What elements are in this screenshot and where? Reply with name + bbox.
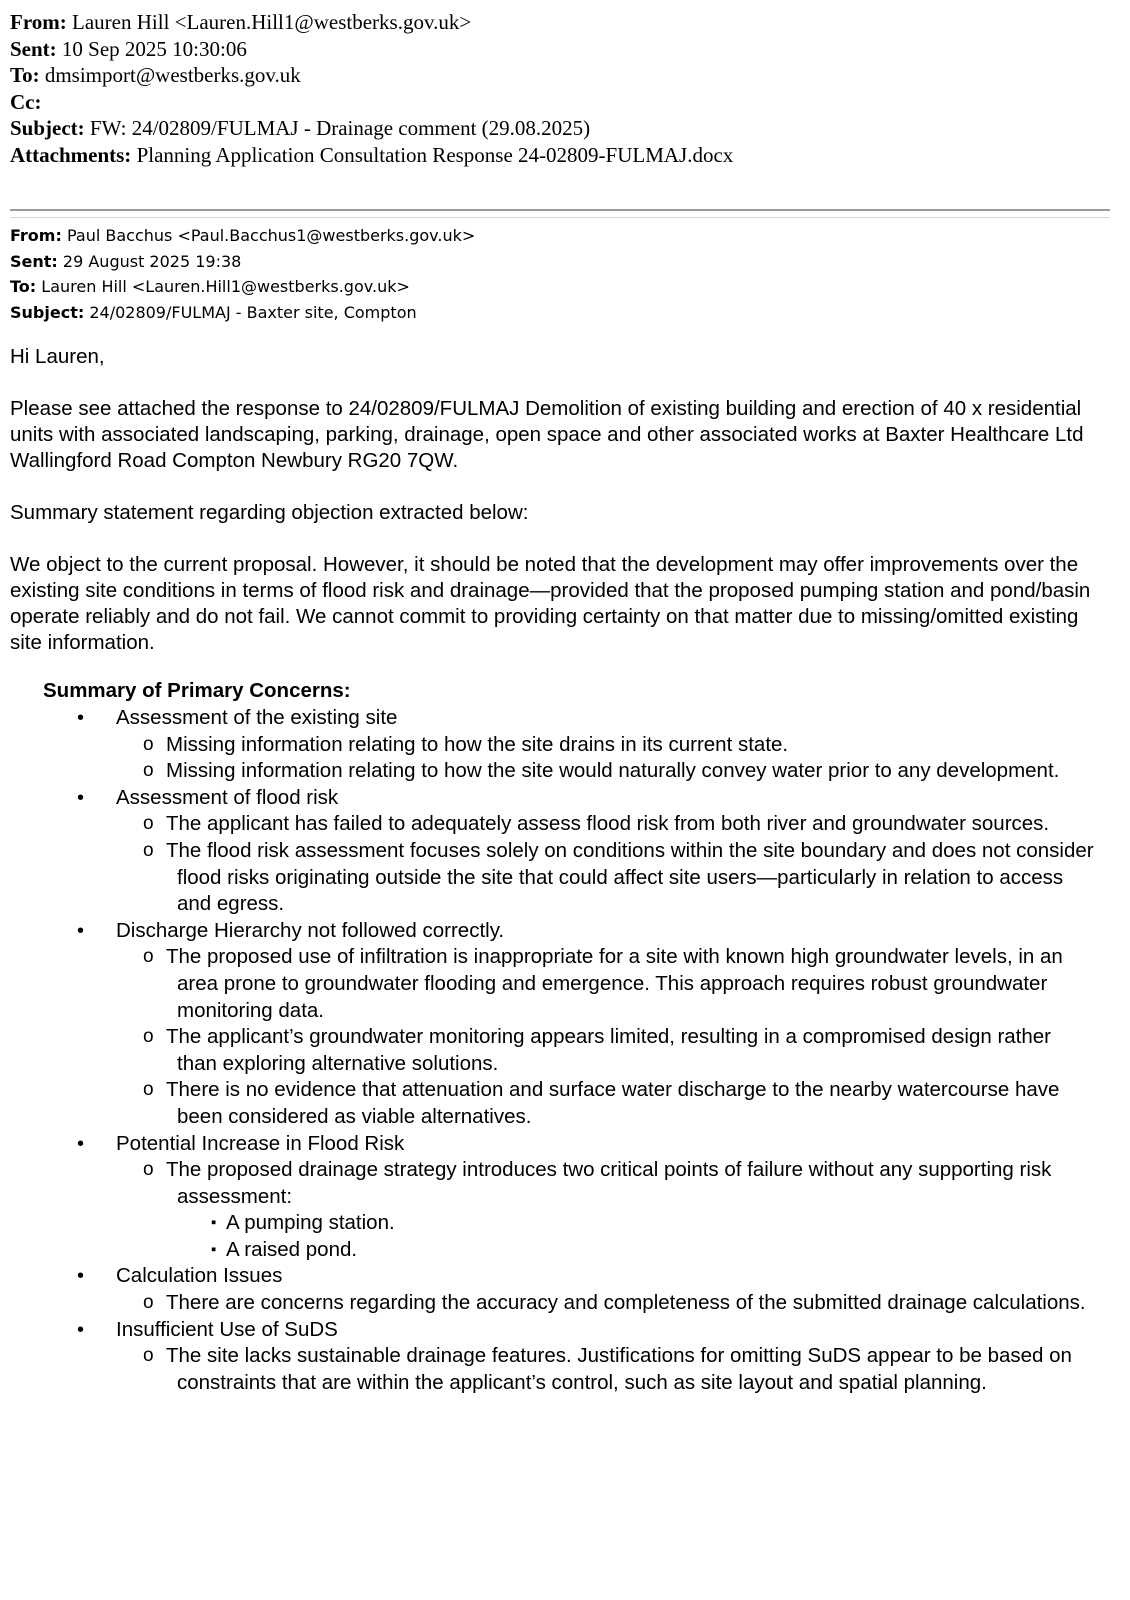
concern-subitem-text: The applicant has failed to adequately assess flood risk from both river and groundwater sources. (166, 812, 1050, 836)
outer-cc-row (10, 89, 1110, 116)
concern-label: Discharge Hierarchy not followed correctly. (116, 918, 505, 942)
bullet-dot-icon: • (77, 707, 85, 729)
concern-subsubitem (0, 1237, 1086, 1264)
subject-label: Subject: (10, 116, 85, 140)
inner-from-value: Paul Bacchus <Paul.Bacchus1@westberks.gov.uk> (66, 226, 476, 245)
concern-subitem (0, 1077, 1096, 1130)
concern-subitem-text: The applicant’s groundwater monitoring appears limited, resulting in a compromised design rather than exploring alternative solutions. (166, 1025, 1052, 1075)
outer-email-header (10, 9, 1110, 168)
inner-sent-row (10, 249, 1110, 275)
bullet-circle-icon: o (143, 1345, 154, 1367)
concern-subitem (0, 1343, 1096, 1396)
concern-label: Calculation Issues (116, 1264, 283, 1288)
outer-from-row (10, 9, 1110, 36)
concern-subitem-text: Missing information relating to how the site would naturally convey water prior to any development. (166, 759, 1060, 783)
inner-subject-label: Subject: (10, 302, 85, 322)
bullet-circle-icon: o (143, 733, 154, 755)
concerns-list (0, 705, 1130, 1396)
email-body (10, 344, 1110, 682)
bullet-square-icon: ▪ (211, 1214, 217, 1232)
inner-sent-value: 29 August 2025 19:38 (62, 251, 242, 271)
concern-subitem (0, 811, 1096, 838)
concern-label: Potential Increase in Flood Risk (116, 1131, 405, 1155)
bullet-circle-icon: o (143, 760, 154, 782)
concern-label: Insufficient Use of SuDS (116, 1317, 338, 1341)
bullet-square-icon: ▪ (211, 1240, 217, 1258)
inner-to-label: To: (10, 277, 37, 296)
bullet-dot-icon: • (77, 1265, 85, 1288)
concern-subitem (0, 1290, 1096, 1317)
concern-subitem-text: There are concerns regarding the accuracy and completeness of the submitted drainage calculations. (166, 1291, 1086, 1315)
bullet-circle-icon: o (143, 1026, 154, 1048)
bullet-circle-icon: o (143, 813, 154, 835)
inner-to-value: Lauren Hill <Lauren.Hill1@westberks.gov.uk> (41, 277, 410, 296)
inner-subject-row (10, 300, 1110, 326)
outer-subject-row (10, 115, 1110, 142)
bullet-dot-icon: • (77, 1132, 85, 1155)
inner-to-row (10, 274, 1110, 300)
concern-label: Assessment of flood risk (116, 785, 339, 809)
body-paragraph-1: Please see attached the response to 24/02809/FULMAJ Demolition of existing building and erection of 40 x residential units with associated landscaping, parking, drainage, open space and other associated works at Baxter Healthcare Ltd Wallingford Road Compton Newbury RG20 7QW. (10, 397, 1084, 472)
bullet-circle-icon: o (143, 839, 154, 861)
bullet-dot-icon: • (77, 1318, 85, 1341)
concern-subitem (0, 944, 1096, 1024)
header-divider (10, 209, 1110, 211)
body-paragraph-3: We object to the current proposal. However, it should be noted that the development may offer improvements over the existing site conditions in terms of flood risk and drainage—provided that the proposed pumping station and pond/basin operate reliably and do not fail. We cannot commit to providing certainty on that matter due to missing/omitted existing site information. (10, 553, 1091, 654)
concerns-heading: Summary of Primary Concerns: (43, 679, 351, 702)
bullet-circle-icon: o (143, 1159, 154, 1181)
concern-item (0, 1263, 1106, 1290)
concern-item (0, 705, 1106, 732)
attachments-value: Planning Application Consultation Response 24-02809-FULMAJ.docx (136, 142, 734, 167)
greeting: Hi Lauren, (10, 345, 105, 368)
header-divider-light (10, 217, 1110, 218)
from-value: Lauren Hill <Lauren.Hill1@westberks.gov.uk> (72, 10, 472, 34)
inner-subject-value: 24/02809/FULMAJ - Baxter site, Compton (89, 302, 417, 322)
inner-from-label: From: (10, 226, 62, 245)
outer-attachments-row (10, 142, 1110, 169)
attachments-label: Attachments: (10, 142, 132, 167)
bullet-circle-icon: o (143, 1292, 154, 1314)
to-label: To: (10, 63, 40, 87)
bullet-circle-icon: o (143, 946, 154, 968)
concern-item (0, 1131, 1106, 1158)
outer-sent-row (10, 36, 1110, 63)
concern-item (0, 785, 1106, 812)
to-value: dmsimport@westberks.gov.uk (44, 63, 301, 87)
from-label: From: (10, 10, 67, 34)
cc-label: Cc: (10, 89, 42, 114)
concern-subitem-text: The proposed use of infiltration is inappropriate for a site with known high groundwater levels, in an area prone to groundwater flooding and emergence. This approach requires robust groundwater monitoring data. (166, 945, 1063, 1022)
concern-item (0, 918, 1106, 945)
bullet-dot-icon: • (77, 919, 85, 942)
inner-from-row (10, 223, 1110, 249)
bullet-dot-icon: • (77, 786, 85, 809)
bullet-circle-icon: o (143, 1079, 154, 1101)
concern-subsubitem (0, 1210, 1086, 1237)
concern-label: Assessment of the existing site (116, 706, 398, 729)
body-paragraph-2: Summary statement regarding objection extracted below: (10, 501, 529, 524)
concern-item (0, 1317, 1106, 1344)
concern-subitem-text: There is no evidence that attenuation and surface water discharge to the nearby watercourse have been considered as viable alternatives. (166, 1078, 1060, 1128)
concern-subitem (0, 1024, 1096, 1077)
sent-label: Sent: (10, 36, 57, 61)
concern-subsubitem-text: A raised pond. (226, 1237, 358, 1261)
sent-value: 10 Sep 2025 10:30:06 (61, 36, 247, 61)
outer-to-row (10, 62, 1110, 89)
concern-subitem-text: The flood risk assessment focuses solely on conditions within the site boundary and does not consider flood risks originating outside the site that could affect site users—particularly in relation to access and egress. (166, 838, 1094, 916)
concern-subitem (0, 732, 1096, 759)
forwarded-email-header (10, 223, 1110, 325)
concern-subsubitem-text: A pumping station. (226, 1211, 395, 1235)
concern-subitem-text: Missing information relating to how the site drains in its current state. (166, 732, 789, 756)
concern-subitem-text: The proposed drainage strategy introduces two critical points of failure without any supporting risk assessment: (166, 1158, 1052, 1208)
concern-subitem (0, 838, 1096, 918)
concern-subitem (0, 758, 1096, 785)
concern-subitem (0, 1157, 1096, 1210)
inner-sent-label: Sent: (10, 251, 58, 271)
concern-subitem-text: The site lacks sustainable drainage features. Justifications for omitting SuDS appear to be based on constraints that are within the applicant’s control, such as site layout and spatial planning. (166, 1344, 1072, 1394)
subject-value: FW: 24/02809/FULMAJ - Drainage comment (29.08.2025) (89, 116, 591, 140)
